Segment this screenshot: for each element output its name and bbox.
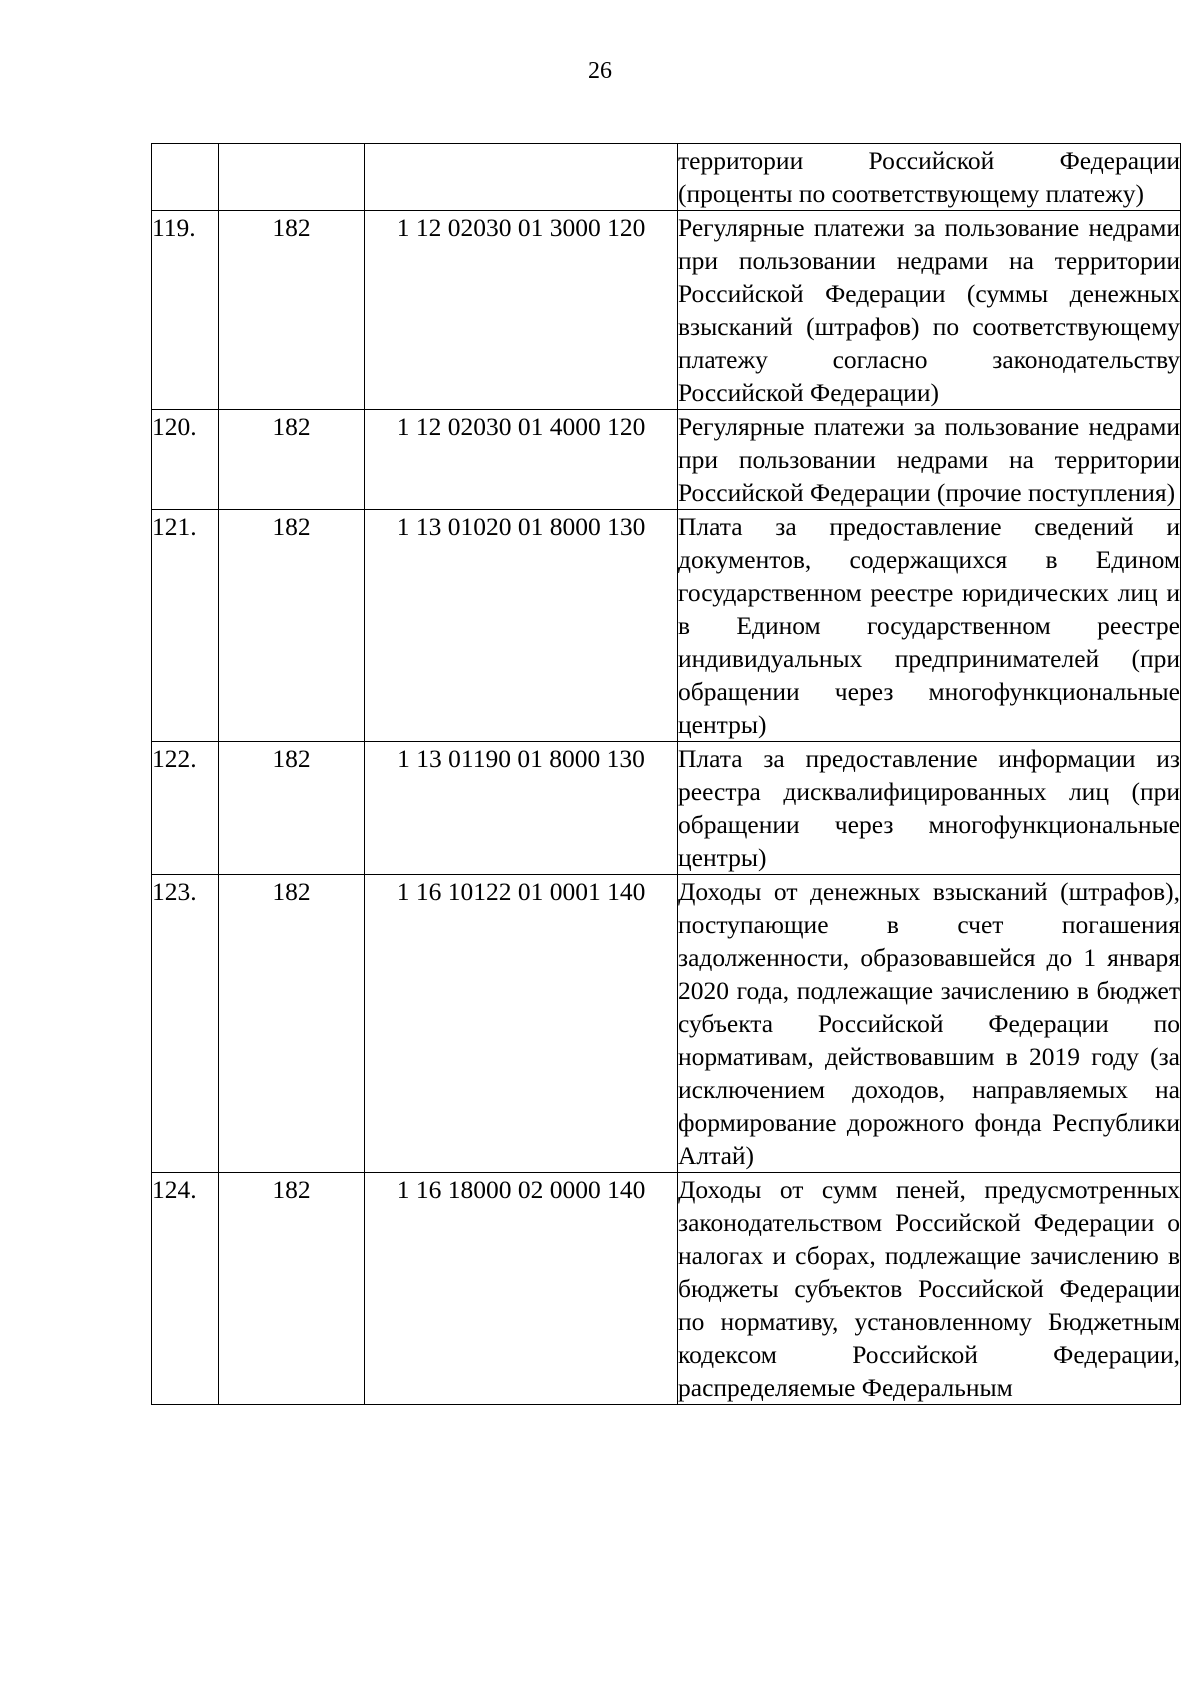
revenue-description-text: Регулярные платежи за пользование недрами при пользовании недрами на территории Российской Федерации (суммы денежных взысканий (штрафов) по соответствующему платежу согласно законодательству Российской Федерации) (678, 213, 1180, 407)
row-number: 124. (152, 1173, 219, 1405)
budget-classification-code: 1 13 01190 01 8000 130 (365, 742, 678, 875)
admin-code: 182 (219, 742, 365, 875)
row-number: 119. (152, 211, 219, 410)
revenue-description-text: Плата за предоставление информации из реестра дисквалифицированных лиц (при обращении через многофункциональные центры) (678, 744, 1180, 872)
table-row (152, 510, 1181, 742)
budget-classification-code: 1 16 10122 01 0001 140 (365, 875, 678, 1173)
revenue-description-text: Регулярные платежи за пользование недрами при пользовании недрами на территории Российской Федерации (прочие поступления) (678, 412, 1180, 507)
revenue-description (678, 875, 1181, 1173)
budget-classification-code: 1 16 18000 02 0000 140 (365, 1173, 678, 1405)
admin-code: 182 (219, 410, 365, 510)
table-row (152, 742, 1181, 875)
revenue-description (678, 742, 1181, 875)
budget-revenue-table (151, 143, 1181, 1405)
budget-classification-code: 1 12 02030 01 3000 120 (365, 211, 678, 410)
row-number: 121. (152, 510, 219, 742)
admin-code: 182 (219, 510, 365, 742)
admin-code: 182 (219, 1173, 365, 1405)
budget-classification-code (365, 144, 678, 211)
admin-code: 182 (219, 211, 365, 410)
table-row (152, 144, 1181, 211)
revenue-description-text: Доходы от денежных взысканий (штрафов), поступающие в счет погашения задолженности, образовавшейся до 1 января 2020 года, подлежащие зачислению в бюджет субъекта Российской Федерации по нормативам, действовавшим в 2019 году (за исключением доходов, направляемых на формирование дорожного фонда Республики Алтай) (678, 877, 1180, 1170)
revenue-description-text: Плата за предоставление сведений и документов, содержащихся в Едином государственном реестре юридических лиц и в Едином государственном реестре индивидуальных предпринимателей (при обращении через многофункциональные центры) (678, 512, 1180, 739)
budget-classification-code: 1 12 02030 01 4000 120 (365, 410, 678, 510)
revenue-description (678, 510, 1181, 742)
table-row (152, 410, 1181, 510)
revenue-description (678, 211, 1181, 410)
revenue-description-text: территории Российской Федерации (проценты по соответствующему платежу) (678, 146, 1180, 208)
revenue-description-text: Доходы от сумм пеней, предусмотренных законодательством Российской Федерации о налогах и сборах, подлежащие зачислению в бюджеты субъектов Российской Федерации по нормативу, установленному Бюджетным кодексом Российской Федерации, распределяемые Федеральным (678, 1175, 1180, 1402)
row-number (152, 144, 219, 211)
revenue-description (678, 1173, 1181, 1405)
table-row (152, 1173, 1181, 1405)
table-row (152, 211, 1181, 410)
row-number: 123. (152, 875, 219, 1173)
admin-code (219, 144, 365, 211)
page-number: 26 (588, 58, 612, 84)
table-row (152, 875, 1181, 1173)
admin-code: 182 (219, 875, 365, 1173)
revenue-description (678, 410, 1181, 510)
budget-classification-code: 1 13 01020 01 8000 130 (365, 510, 678, 742)
row-number: 120. (152, 410, 219, 510)
row-number: 122. (152, 742, 219, 875)
revenue-description (678, 144, 1181, 211)
